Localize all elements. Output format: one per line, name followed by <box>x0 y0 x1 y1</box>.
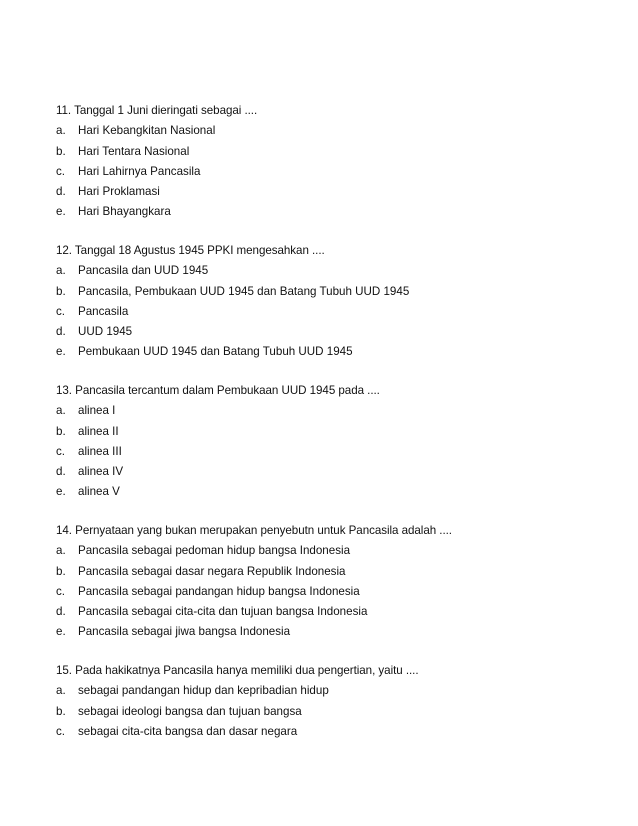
option-letter: c. <box>56 444 66 458</box>
question-stem: 12. Tanggal 18 Agustus 1945 PPKI mengesahkan .... <box>56 244 325 257</box>
answer-option-b <box>56 282 616 302</box>
answer-option-b <box>56 562 616 582</box>
answer-option-a <box>56 401 616 421</box>
option-letter: d. <box>56 325 66 339</box>
option-text: sebagai pandangan hidup dan kepribadian hidup <box>78 684 329 698</box>
option-text: Pancasila, Pembukaan UUD 1945 dan Batang Tubuh UUD 1945 <box>78 284 410 298</box>
answer-option-c <box>56 582 616 602</box>
question-stem: 14. Pernyataan yang bukan merupakan penyebutn untuk Pancasila adalah .... <box>56 524 452 537</box>
option-letter: c. <box>56 724 66 738</box>
option-text: Pancasila sebagai pedoman hidup bangsa Indonesia <box>78 544 351 558</box>
answer-option-a <box>56 541 616 561</box>
option-letter: d. <box>56 465 66 479</box>
question-15 <box>56 661 616 742</box>
answer-option-e <box>56 342 616 362</box>
answer-option-c <box>56 722 616 742</box>
option-letter: a. <box>56 404 66 418</box>
option-text: alinea IV <box>78 465 124 479</box>
option-text: alinea I <box>78 404 116 418</box>
option-text: Hari Lahirnya Pancasila <box>78 164 201 178</box>
answer-option-d <box>56 182 616 202</box>
answer-option-d <box>56 462 616 482</box>
option-text: Pancasila sebagai pandangan hidup bangsa Indonesia <box>78 584 360 598</box>
option-letter: e. <box>56 625 66 639</box>
option-letter: b. <box>56 704 66 718</box>
question-12 <box>56 241 616 363</box>
question-stem: 15. Pada hakikatnya Pancasila hanya memiliki dua pengertian, yaitu .... <box>56 664 419 677</box>
answer-option-b <box>56 142 616 162</box>
option-text: Pancasila dan UUD 1945 <box>78 264 209 278</box>
option-letter: d. <box>56 185 66 199</box>
question-11 <box>56 101 616 223</box>
option-text: Hari Proklamasi <box>78 185 160 199</box>
option-text: Pembukaan UUD 1945 dan Batang Tubuh UUD 1945 <box>78 345 353 359</box>
answer-option-c <box>56 302 616 322</box>
option-text: UUD 1945 <box>78 325 133 339</box>
answer-option-c <box>56 162 616 182</box>
option-letter: c. <box>56 304 66 318</box>
option-text: Pancasila sebagai cita-cita dan tujuan bangsa Indonesia <box>78 605 368 619</box>
option-letter: a. <box>56 544 66 558</box>
option-letter: b. <box>56 564 66 578</box>
option-letter: c. <box>56 584 66 598</box>
option-letter: e. <box>56 205 66 219</box>
option-text: Hari Tentara Nasional <box>78 144 190 158</box>
answer-option-d <box>56 322 616 342</box>
option-text: Pancasila <box>78 304 129 318</box>
answer-option-e <box>56 482 616 502</box>
option-letter: c. <box>56 164 66 178</box>
question-stem: 11. Tanggal 1 Juni dieringati sebagai .... <box>56 104 258 117</box>
answer-option-d <box>56 602 616 622</box>
option-text: alinea III <box>78 444 122 458</box>
answer-option-e <box>56 202 616 222</box>
option-text: Hari Bhayangkara <box>78 205 171 219</box>
question-13 <box>56 381 616 503</box>
option-text: sebagai cita-cita bangsa dan dasar negara <box>78 724 298 738</box>
answer-option-e <box>56 622 616 642</box>
option-text: Pancasila sebagai dasar negara Republik Indonesia <box>78 564 346 578</box>
option-letter: b. <box>56 424 66 438</box>
answer-option-a <box>56 121 616 141</box>
answer-option-a <box>56 261 616 281</box>
question-stem: 13. Pancasila tercantum dalam Pembukaan UUD 1945 pada .... <box>56 384 380 397</box>
answer-option-a <box>56 681 616 701</box>
question-14 <box>56 521 616 643</box>
option-text: sebagai ideologi bangsa dan tujuan bangsa <box>78 704 302 718</box>
option-letter: d. <box>56 605 66 619</box>
option-text: alinea V <box>78 485 120 499</box>
option-letter: a. <box>56 264 66 278</box>
option-letter: e. <box>56 345 66 359</box>
option-letter: a. <box>56 684 66 698</box>
option-letter: a. <box>56 124 66 138</box>
answer-option-b <box>56 702 616 722</box>
option-letter: b. <box>56 144 66 158</box>
answer-option-b <box>56 422 616 442</box>
option-text: alinea II <box>78 424 119 438</box>
option-text: Hari Kebangkitan Nasional <box>78 124 216 138</box>
option-letter: b. <box>56 284 66 298</box>
option-text: Pancasila sebagai jiwa bangsa Indonesia <box>78 625 291 639</box>
option-letter: e. <box>56 485 66 499</box>
answer-option-c <box>56 442 616 462</box>
